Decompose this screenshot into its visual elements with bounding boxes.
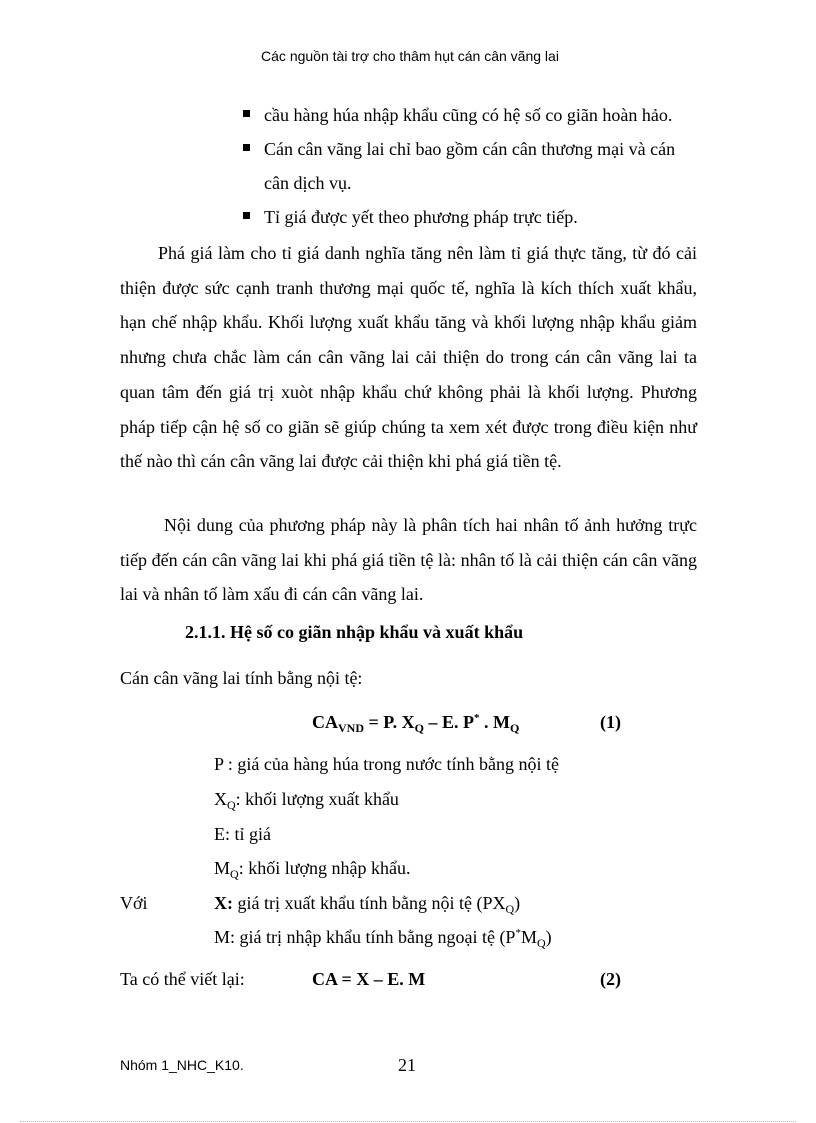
page-header: Các nguồn tài trợ cho thâm hụt cán cân vãng lai [261, 48, 559, 64]
list-item [240, 132, 700, 200]
eq-term: – E. P [423, 712, 474, 732]
def-symbol: M [520, 927, 537, 947]
def-text: ) [545, 927, 552, 947]
equation-2: CA = X – E. M [312, 969, 426, 989]
page-number: 21 [398, 1055, 416, 1075]
square-bullet-icon [243, 212, 250, 219]
definition-p: P : giá của hàng húa trong nước tính bằng nội tệ [214, 754, 560, 774]
def-text: : khối lượng xuất khẩu [235, 789, 399, 809]
def-symbol: M [214, 858, 231, 878]
definition-e: E: tỉ giá [214, 824, 271, 844]
page-divider [20, 1121, 796, 1122]
def-subscript: Q [227, 798, 236, 812]
eq-subscript: Q [414, 721, 424, 735]
square-bullet-icon [243, 110, 250, 117]
def-text: giá trị xuất khẩu tính bằng nội tệ (PX [233, 893, 506, 913]
equation-1 [312, 712, 519, 736]
definition-xq [214, 789, 399, 813]
eq-subscript: VND [338, 721, 364, 735]
eq-term: . M [479, 712, 510, 732]
def-text: M: giá trị nhập khẩu tính bằng ngoại tệ (P [214, 927, 516, 947]
paragraph-text: Phá giá làm cho tỉ giá danh nghĩa tăng nên làm tỉ giá thực tăng, từ đó cải thiện được sức cạnh tranh thương mại quốc tế, nghĩa là kích thích xuất khẩu, hạn chế nhập khẩu. Khối lượng xuất khẩu tăng và khối lượng nhập khẩu giảm nhưng chưa chắc làm cán cân vãng lai cải thiện do trong cán cân vãng lai ta quan tâm đến giá trị xuòt nhập khẩu chứ không phải là khối lượng. Phương pháp tiếp cận hệ số co giãn sẽ giúp chúng ta xem xét được trong điều kiện như thế nào thì cán cân vãng lai được cải thiện khi phá giá tiền tệ. [120, 243, 697, 472]
def-text: ) [514, 893, 521, 913]
eq-term: CA [312, 712, 338, 732]
rewrite-label: Ta có thể viết lại: [120, 969, 245, 989]
bullet-text: cầu hàng húa nhập khẩu cũng có hệ số co giãn hoàn hảo. [264, 105, 673, 125]
label-voi: Với [120, 893, 148, 913]
intro-line: Cán cân vãng lai tính bằng nội tệ: [120, 668, 363, 688]
list-item [240, 98, 700, 132]
def-subscript: Q [230, 867, 239, 881]
definition-mq [214, 858, 410, 882]
def-symbol: X: [214, 893, 233, 913]
def-superscript: * [515, 927, 521, 939]
bullet-list [240, 98, 700, 234]
list-item [240, 200, 700, 234]
definition-x [214, 893, 520, 917]
equation-number: (1) [600, 712, 621, 732]
paragraph-text: Nội dung của phương pháp này là phân tích hai nhân tố ảnh hưởng trực tiếp đến cán cân vãng lai khi phá giá tiền tệ là: nhân tố là cải thiện cán cân vãng lai và nhân tố làm xấu đi cán cân vãng lai. [120, 515, 697, 605]
eq-subscript: Q [509, 721, 520, 735]
bullet-text: Cán cân vãng lai chỉ bao gồm cán cân thương mại và cán cân dịch vụ. [264, 139, 676, 193]
paragraph-devaluation [120, 236, 697, 479]
eq-superscript: * [473, 712, 480, 724]
bullet-text: Tỉ giá được yết theo phương pháp trực tiếp. [264, 207, 578, 227]
def-text: : khối lượng nhập khẩu. [238, 858, 411, 878]
def-symbol: X [214, 789, 227, 809]
def-subscript: Q [505, 902, 515, 916]
square-bullet-icon [243, 144, 250, 151]
paragraph-method [120, 508, 697, 612]
footer-group: Nhóm 1_NHC_K10. [120, 1057, 244, 1073]
eq-term: = P. X [364, 712, 415, 732]
section-title: 2.1.1. Hệ số co giãn nhập khẩu và xuất khẩu [185, 622, 524, 642]
definition-m [214, 927, 552, 951]
def-subscript: Q [536, 936, 546, 950]
equation-number: (2) [600, 969, 621, 989]
